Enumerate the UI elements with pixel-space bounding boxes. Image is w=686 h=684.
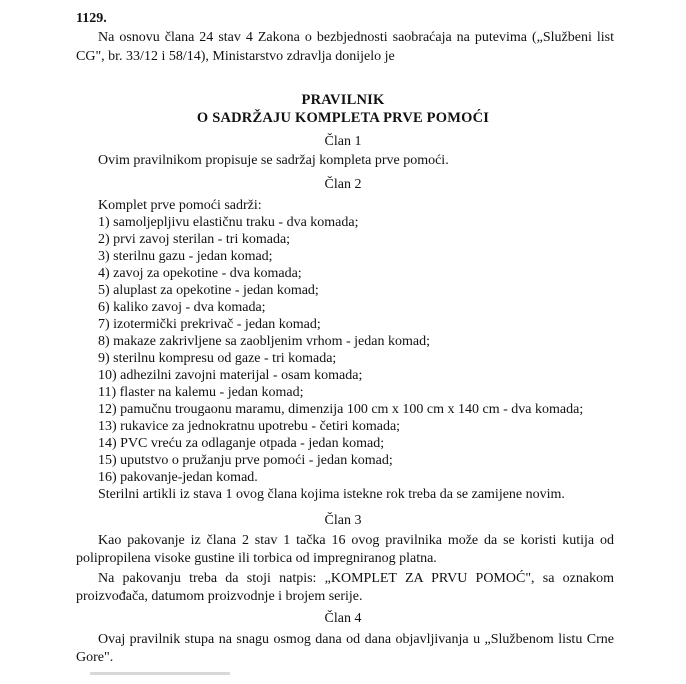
clan-2-lead: Komplet prve pomoći sadrži: xyxy=(98,198,262,213)
clan-3-p2-line-2: proizvođača, datumom proizvodnje i brojem serije. xyxy=(76,589,363,604)
list-item: 6) kaliko zavoj - dva komada; xyxy=(98,300,266,315)
list-item: 3) sterilnu gazu - jedan komad; xyxy=(98,249,273,264)
clan-3-p1-line-1: Kao pakovanje iz člana 2 stav 1 tačka 16 ovog pravilnika može da se koristi kutija od xyxy=(98,533,614,548)
list-item: 15) uputstvo o pružanju prve pomoći - jedan komad; xyxy=(98,453,393,468)
clan-2-heading: Član 2 xyxy=(324,177,362,192)
document-number: 1129. xyxy=(76,11,107,26)
list-item: 2) prvi zavoj sterilan - tri komada; xyxy=(98,232,291,247)
document-subtitle: O SADRŽAJU KOMPLETA PRVE POMOĆI xyxy=(196,110,490,126)
clan-4-line-1: Ovaj pravilnik stupa na snagu osmog dana od dana objavljivanja u „Službenom listu Crne xyxy=(98,632,614,647)
intro-line-2: CG", br. 33/12 i 58/14), Ministarstvo zdravlja donijelo je xyxy=(76,49,395,64)
list-item: 9) sterilnu kompresu od gaze - tri komada; xyxy=(98,351,337,366)
list-item: 4) zavoj za opekotine - dva komada; xyxy=(98,266,302,281)
clan-1-text: Ovim pravilnikom propisuje se sadržaj kompleta prve pomoći. xyxy=(98,153,449,168)
intro-line-1: Na osnovu člana 24 stav 4 Zakona o bezbjednosti saobraćaja na putevima („Službeni list xyxy=(98,30,614,45)
clan-4-line-2: Gore". xyxy=(76,650,114,665)
list-item: 1) samoljepljivu elastičnu traku - dva komada; xyxy=(98,215,359,230)
list-item: 7) izotermički prekrivač - jedan komad; xyxy=(98,317,321,332)
clan-2-closing: Sterilni artikli iz stava 1 ovog člana kojima istekne rok treba da se zamijene novim. xyxy=(98,487,565,502)
list-item: 13) rukavice za jednokratnu upotrebu - četiri komada; xyxy=(98,419,401,434)
document-title: PRAVILNIK xyxy=(301,92,385,108)
clan-4-heading: Član 4 xyxy=(324,611,362,626)
list-item: 12) pamučnu trougaonu maramu, dimenzija 100 cm x 100 cm x 140 cm - dva komada; xyxy=(98,402,584,417)
clan-3-p1-line-2: polipropilena visoke gustine ili torbica od impregniranog platna. xyxy=(76,551,437,566)
cut-off-text-remnant xyxy=(90,672,230,675)
list-item: 8) makaze zakrivljene sa zaobljenim vrhom - jedan komad; xyxy=(98,334,430,349)
clan-3-heading: Član 3 xyxy=(324,513,362,528)
list-item: 5) aluplast za opekotine - jedan komad; xyxy=(98,283,319,298)
list-item: 16) pakovanje-jedan komad. xyxy=(98,470,258,485)
list-item: 11) flaster na kalemu - jedan komad; xyxy=(98,385,304,400)
clan-1-heading: Član 1 xyxy=(324,134,362,149)
clan-3-p2-line-1: Na pakovanju treba da stoji natpis: „KOMPLET ZA PRVU POMOĆ", sa oznakom xyxy=(98,571,614,586)
list-item: 14) PVC vreću za odlaganje otpada - jedan komad; xyxy=(98,436,385,451)
list-item: 10) adhezilni zavojni materijal - osam komada; xyxy=(98,368,363,383)
